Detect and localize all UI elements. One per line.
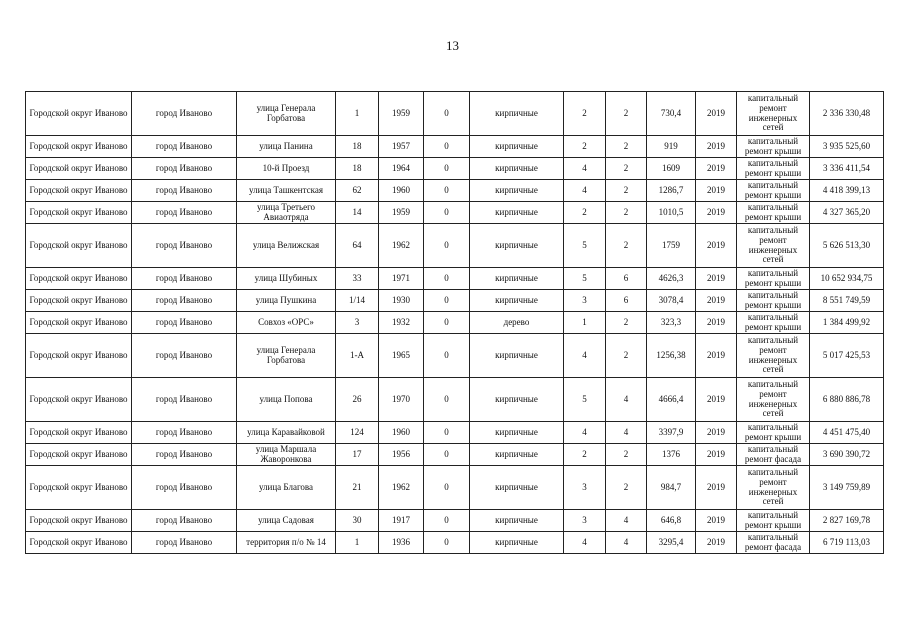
table-row <box>26 158 884 180</box>
house-number-cell: 18 <box>336 158 379 180</box>
entrances-cell: 2 <box>606 312 647 334</box>
work-type-cell: капитальный ремонт крыши <box>737 202 810 224</box>
value-cell: 0 <box>424 378 470 422</box>
street-cell: улица Генерала Горбатова <box>237 92 336 136</box>
plan-year-cell: 2019 <box>696 378 737 422</box>
house-number-cell: 18 <box>336 136 379 158</box>
floors-cell: 4 <box>564 158 606 180</box>
wall-material-cell: кирпичные <box>470 180 564 202</box>
value-cell: 0 <box>424 444 470 466</box>
cost-cell: 3 690 390,72 <box>810 444 884 466</box>
wall-material-cell: кирпичные <box>470 378 564 422</box>
work-type-cell: капитальный ремонт фасада <box>737 444 810 466</box>
entrances-cell: 2 <box>606 158 647 180</box>
floors-cell: 3 <box>564 466 606 510</box>
work-type-cell: капитальный ремонт инженерных сетей <box>737 378 810 422</box>
floors-cell: 2 <box>564 136 606 158</box>
table-row <box>26 510 884 532</box>
build-year-cell: 1957 <box>379 136 424 158</box>
floors-cell: 4 <box>564 180 606 202</box>
entrances-cell: 4 <box>606 532 647 554</box>
district-cell: Городской округ Иваново <box>26 202 132 224</box>
table-row <box>26 334 884 378</box>
city-cell: город Иваново <box>132 312 237 334</box>
area-cell: 323,3 <box>647 312 696 334</box>
cost-cell: 6 880 886,78 <box>810 378 884 422</box>
work-type-cell: капитальный ремонт инженерных сетей <box>737 466 810 510</box>
area-cell: 1609 <box>647 158 696 180</box>
plan-year-cell: 2019 <box>696 290 737 312</box>
street-cell: улица Попова <box>237 378 336 422</box>
floors-cell: 4 <box>564 334 606 378</box>
table-row <box>26 422 884 444</box>
wall-material-cell: кирпичные <box>470 290 564 312</box>
entrances-cell: 4 <box>606 422 647 444</box>
area-cell: 3295,4 <box>647 532 696 554</box>
wall-material-cell: кирпичные <box>470 532 564 554</box>
entrances-cell: 4 <box>606 378 647 422</box>
entrances-cell: 2 <box>606 224 647 268</box>
work-type-cell: капитальный ремонт крыши <box>737 510 810 532</box>
wall-material-cell: кирпичные <box>470 202 564 224</box>
house-number-cell: 33 <box>336 268 379 290</box>
district-cell: Городской округ Иваново <box>26 334 132 378</box>
city-cell: город Иваново <box>132 290 237 312</box>
street-cell: улица Садовая <box>237 510 336 532</box>
cost-cell: 4 327 365,20 <box>810 202 884 224</box>
street-cell: улица Ташкентская <box>237 180 336 202</box>
cost-cell: 4 418 399,13 <box>810 180 884 202</box>
area-cell: 3078,4 <box>647 290 696 312</box>
build-year-cell: 1959 <box>379 202 424 224</box>
cost-cell: 8 551 749,59 <box>810 290 884 312</box>
value-cell: 0 <box>424 510 470 532</box>
build-year-cell: 1970 <box>379 378 424 422</box>
city-cell: город Иваново <box>132 510 237 532</box>
plan-year-cell: 2019 <box>696 334 737 378</box>
build-year-cell: 1960 <box>379 422 424 444</box>
city-cell: город Иваново <box>132 158 237 180</box>
page-number: 13 <box>446 38 459 53</box>
house-number-cell: 62 <box>336 180 379 202</box>
plan-year-cell: 2019 <box>696 180 737 202</box>
plan-year-cell: 2019 <box>696 202 737 224</box>
floors-cell: 5 <box>564 378 606 422</box>
value-cell: 0 <box>424 268 470 290</box>
value-cell: 0 <box>424 224 470 268</box>
entrances-cell: 2 <box>606 334 647 378</box>
entrances-cell: 2 <box>606 180 647 202</box>
work-type-cell: капитальный ремонт инженерных сетей <box>737 224 810 268</box>
house-number-cell: 124 <box>336 422 379 444</box>
area-cell: 1256,38 <box>647 334 696 378</box>
build-year-cell: 1964 <box>379 158 424 180</box>
street-cell: улица Панина <box>237 136 336 158</box>
wall-material-cell: кирпичные <box>470 510 564 532</box>
value-cell: 0 <box>424 290 470 312</box>
street-cell: территория п/о № 14 <box>237 532 336 554</box>
build-year-cell: 1956 <box>379 444 424 466</box>
wall-material-cell: кирпичные <box>470 92 564 136</box>
plan-year-cell: 2019 <box>696 422 737 444</box>
house-number-cell: 1-А <box>336 334 379 378</box>
cost-cell: 2 336 330,48 <box>810 92 884 136</box>
wall-material-cell: кирпичные <box>470 334 564 378</box>
cost-cell: 3 935 525,60 <box>810 136 884 158</box>
cost-cell: 1 384 499,92 <box>810 312 884 334</box>
value-cell: 0 <box>424 92 470 136</box>
table-row <box>26 180 884 202</box>
house-number-cell: 14 <box>336 202 379 224</box>
plan-year-cell: 2019 <box>696 312 737 334</box>
district-cell: Городской округ Иваново <box>26 510 132 532</box>
table-row <box>26 312 884 334</box>
city-cell: город Иваново <box>132 180 237 202</box>
floors-cell: 3 <box>564 290 606 312</box>
table-row <box>26 268 884 290</box>
work-type-cell: капитальный ремонт инженерных сетей <box>737 92 810 136</box>
house-number-cell: 21 <box>336 466 379 510</box>
build-year-cell: 1971 <box>379 268 424 290</box>
district-cell: Городской округ Иваново <box>26 444 132 466</box>
house-number-cell: 1 <box>336 532 379 554</box>
city-cell: город Иваново <box>132 378 237 422</box>
plan-year-cell: 2019 <box>696 136 737 158</box>
street-cell: улица Благова <box>237 466 336 510</box>
district-cell: Городской округ Иваново <box>26 532 132 554</box>
build-year-cell: 1959 <box>379 92 424 136</box>
district-cell: Городской округ Иваново <box>26 224 132 268</box>
floors-cell: 5 <box>564 268 606 290</box>
table-row <box>26 290 884 312</box>
build-year-cell: 1917 <box>379 510 424 532</box>
wall-material-cell: дерево <box>470 312 564 334</box>
city-cell: город Иваново <box>132 92 237 136</box>
area-cell: 3397,9 <box>647 422 696 444</box>
area-cell: 1010,5 <box>647 202 696 224</box>
cost-cell: 5 017 425,53 <box>810 334 884 378</box>
value-cell: 0 <box>424 422 470 444</box>
work-type-cell: капитальный ремонт крыши <box>737 312 810 334</box>
city-cell: город Иваново <box>132 202 237 224</box>
value-cell: 0 <box>424 532 470 554</box>
value-cell: 0 <box>424 158 470 180</box>
area-cell: 919 <box>647 136 696 158</box>
table-row <box>26 466 884 510</box>
street-cell: улица Третьего Авиаотряда <box>237 202 336 224</box>
plan-year-cell: 2019 <box>696 268 737 290</box>
wall-material-cell: кирпичные <box>470 422 564 444</box>
plan-year-cell: 2019 <box>696 532 737 554</box>
table-row <box>26 136 884 158</box>
city-cell: город Иваново <box>132 224 237 268</box>
house-number-cell: 1/14 <box>336 290 379 312</box>
build-year-cell: 1932 <box>379 312 424 334</box>
floors-cell: 4 <box>564 532 606 554</box>
cost-cell: 3 336 411,54 <box>810 158 884 180</box>
work-type-cell: капитальный ремонт крыши <box>737 422 810 444</box>
build-year-cell: 1930 <box>379 290 424 312</box>
floors-cell: 5 <box>564 224 606 268</box>
value-cell: 0 <box>424 136 470 158</box>
plan-year-cell: 2019 <box>696 466 737 510</box>
repair-program-table <box>25 91 884 554</box>
value-cell: 0 <box>424 466 470 510</box>
street-cell: Совхоз «ОРС» <box>237 312 336 334</box>
street-cell: 10-й Проезд <box>237 158 336 180</box>
wall-material-cell: кирпичные <box>470 224 564 268</box>
build-year-cell: 1936 <box>379 532 424 554</box>
plan-year-cell: 2019 <box>696 92 737 136</box>
cost-cell: 4 451 475,40 <box>810 422 884 444</box>
street-cell: улица Велижская <box>237 224 336 268</box>
district-cell: Городской округ Иваново <box>26 136 132 158</box>
work-type-cell: капитальный ремонт крыши <box>737 136 810 158</box>
city-cell: город Иваново <box>132 532 237 554</box>
build-year-cell: 1962 <box>379 224 424 268</box>
build-year-cell: 1960 <box>379 180 424 202</box>
cost-cell: 10 652 934,75 <box>810 268 884 290</box>
plan-year-cell: 2019 <box>696 158 737 180</box>
area-cell: 4626,3 <box>647 268 696 290</box>
cost-cell: 6 719 113,03 <box>810 532 884 554</box>
cost-cell: 2 827 169,78 <box>810 510 884 532</box>
district-cell: Городской округ Иваново <box>26 378 132 422</box>
house-number-cell: 1 <box>336 92 379 136</box>
wall-material-cell: кирпичные <box>470 444 564 466</box>
area-cell: 4666,4 <box>647 378 696 422</box>
area-cell: 1759 <box>647 224 696 268</box>
street-cell: улица Генерала Горбатова <box>237 334 336 378</box>
street-cell: улица Каравайковой <box>237 422 336 444</box>
city-cell: город Иваново <box>132 268 237 290</box>
district-cell: Городской округ Иваново <box>26 268 132 290</box>
district-cell: Городской округ Иваново <box>26 466 132 510</box>
house-number-cell: 26 <box>336 378 379 422</box>
build-year-cell: 1965 <box>379 334 424 378</box>
build-year-cell: 1962 <box>379 466 424 510</box>
floors-cell: 2 <box>564 444 606 466</box>
entrances-cell: 2 <box>606 444 647 466</box>
work-type-cell: капитальный ремонт крыши <box>737 290 810 312</box>
work-type-cell: капитальный ремонт инженерных сетей <box>737 334 810 378</box>
area-cell: 1286,7 <box>647 180 696 202</box>
plan-year-cell: 2019 <box>696 510 737 532</box>
district-cell: Городской округ Иваново <box>26 422 132 444</box>
district-cell: Городской округ Иваново <box>26 158 132 180</box>
house-number-cell: 3 <box>336 312 379 334</box>
street-cell: улица Шубиных <box>237 268 336 290</box>
cost-cell: 5 626 513,30 <box>810 224 884 268</box>
district-cell: Городской округ Иваново <box>26 92 132 136</box>
district-cell: Городской округ Иваново <box>26 312 132 334</box>
work-type-cell: капитальный ремонт крыши <box>737 180 810 202</box>
street-cell: улица Пушкина <box>237 290 336 312</box>
value-cell: 0 <box>424 334 470 378</box>
plan-year-cell: 2019 <box>696 444 737 466</box>
value-cell: 0 <box>424 312 470 334</box>
table-row <box>26 202 884 224</box>
work-type-cell: капитальный ремонт крыши <box>737 158 810 180</box>
entrances-cell: 6 <box>606 268 647 290</box>
table-row <box>26 378 884 422</box>
district-cell: Городской округ Иваново <box>26 290 132 312</box>
wall-material-cell: кирпичные <box>470 158 564 180</box>
wall-material-cell: кирпичные <box>470 466 564 510</box>
floors-cell: 2 <box>564 92 606 136</box>
value-cell: 0 <box>424 180 470 202</box>
value-cell: 0 <box>424 202 470 224</box>
city-cell: город Иваново <box>132 466 237 510</box>
district-cell: Городской округ Иваново <box>26 180 132 202</box>
entrances-cell: 6 <box>606 290 647 312</box>
entrances-cell: 2 <box>606 202 647 224</box>
table-row <box>26 532 884 554</box>
area-cell: 730,4 <box>647 92 696 136</box>
area-cell: 984,7 <box>647 466 696 510</box>
cost-cell: 3 149 759,89 <box>810 466 884 510</box>
table-row <box>26 444 884 466</box>
entrances-cell: 2 <box>606 466 647 510</box>
entrances-cell: 2 <box>606 92 647 136</box>
house-number-cell: 30 <box>336 510 379 532</box>
city-cell: город Иваново <box>132 422 237 444</box>
entrances-cell: 2 <box>606 136 647 158</box>
wall-material-cell: кирпичные <box>470 136 564 158</box>
floors-cell: 4 <box>564 422 606 444</box>
city-cell: город Иваново <box>132 334 237 378</box>
work-type-cell: капитальный ремонт фасада <box>737 532 810 554</box>
table-row <box>26 224 884 268</box>
floors-cell: 2 <box>564 202 606 224</box>
house-number-cell: 17 <box>336 444 379 466</box>
wall-material-cell: кирпичные <box>470 268 564 290</box>
street-cell: улица Маршала Жаворонкова <box>237 444 336 466</box>
floors-cell: 1 <box>564 312 606 334</box>
table-row <box>26 92 884 136</box>
area-cell: 1376 <box>647 444 696 466</box>
entrances-cell: 4 <box>606 510 647 532</box>
house-number-cell: 64 <box>336 224 379 268</box>
city-cell: город Иваново <box>132 136 237 158</box>
floors-cell: 3 <box>564 510 606 532</box>
plan-year-cell: 2019 <box>696 224 737 268</box>
work-type-cell: капитальный ремонт крыши <box>737 268 810 290</box>
city-cell: город Иваново <box>132 444 237 466</box>
area-cell: 646,8 <box>647 510 696 532</box>
